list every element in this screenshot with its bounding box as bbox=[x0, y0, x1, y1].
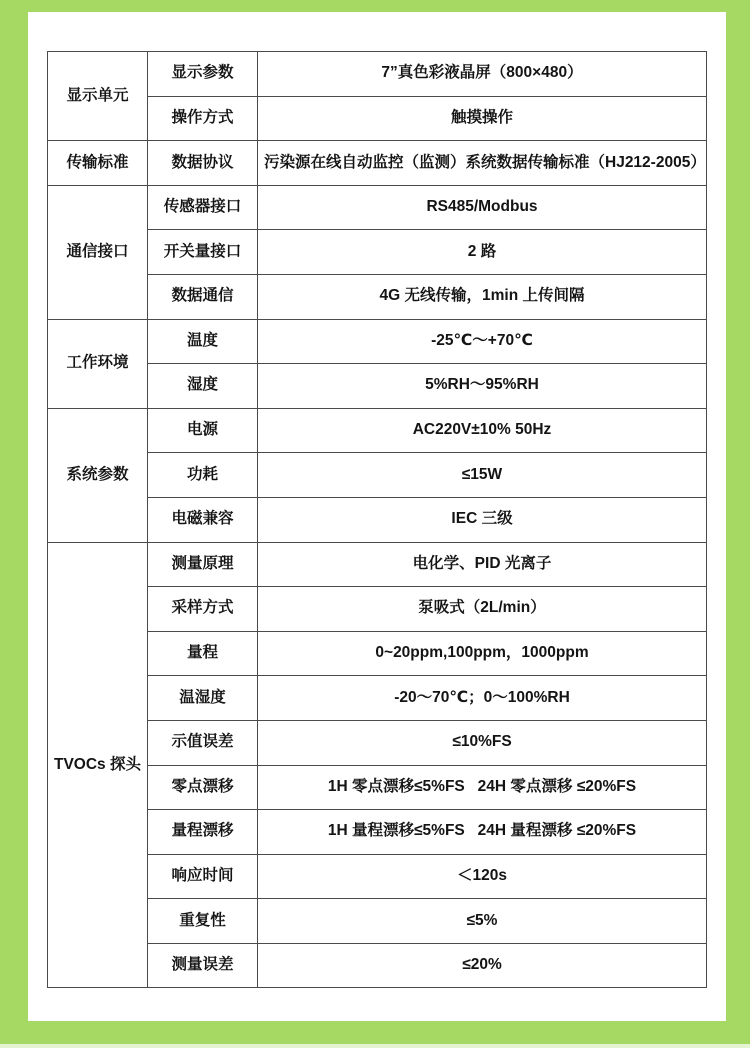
value-cell: 1H 零点漂移≤5%FS 24H 零点漂移 ≤20%FS bbox=[258, 765, 707, 810]
param-cell: 温度 bbox=[148, 319, 258, 364]
param-cell: 温湿度 bbox=[148, 676, 258, 721]
param-cell: 数据协议 bbox=[148, 141, 258, 186]
param-cell: 电源 bbox=[148, 408, 258, 453]
spec-sheet-card bbox=[28, 12, 726, 1021]
category-cell: 系统参数 bbox=[48, 408, 148, 542]
param-cell: 量程漂移 bbox=[148, 810, 258, 855]
value-cell: ≤20% bbox=[258, 943, 707, 988]
value-cell: 泵吸式（2L/min） bbox=[258, 587, 707, 632]
value-cell: 4G 无线传输，1min 上传间隔 bbox=[258, 274, 707, 319]
category-cell: 传输标准 bbox=[48, 141, 148, 186]
table-row bbox=[48, 52, 707, 97]
param-cell: 操作方式 bbox=[148, 96, 258, 141]
category-cell: 通信接口 bbox=[48, 185, 148, 319]
category-cell: TVOCs 探头 bbox=[48, 542, 148, 988]
table-row bbox=[48, 542, 707, 587]
value-cell: 0~20ppm,100ppm，1000ppm bbox=[258, 631, 707, 676]
param-cell: 示值误差 bbox=[148, 720, 258, 765]
value-cell: ≤5% bbox=[258, 899, 707, 944]
value-cell: ≤10%FS bbox=[258, 720, 707, 765]
param-cell: 量程 bbox=[148, 631, 258, 676]
value-cell: RS485/Modbus bbox=[258, 185, 707, 230]
value-cell: 5%RH～95%RH bbox=[258, 364, 707, 409]
param-cell: 测量原理 bbox=[148, 542, 258, 587]
param-cell: 采样方式 bbox=[148, 587, 258, 632]
param-cell: 响应时间 bbox=[148, 854, 258, 899]
category-cell: 工作环境 bbox=[48, 319, 148, 408]
value-cell: 触摸操作 bbox=[258, 96, 707, 141]
param-cell: 显示参数 bbox=[148, 52, 258, 97]
value-cell: 2 路 bbox=[258, 230, 707, 275]
value-cell: -20～70℃；0～100%RH bbox=[258, 676, 707, 721]
param-cell: 开关量接口 bbox=[148, 230, 258, 275]
param-cell: 零点漂移 bbox=[148, 765, 258, 810]
table-row bbox=[48, 319, 707, 364]
category-cell: 显示单元 bbox=[48, 52, 148, 141]
next-page-edge bbox=[0, 1044, 750, 1048]
value-cell: -25℃～+70℃ bbox=[258, 319, 707, 364]
spec-table bbox=[47, 51, 707, 988]
param-cell: 重复性 bbox=[148, 899, 258, 944]
value-cell: 电化学、PID 光离子 bbox=[258, 542, 707, 587]
param-cell: 功耗 bbox=[148, 453, 258, 498]
value-cell: 1H 量程漂移≤5%FS 24H 量程漂移 ≤20%FS bbox=[258, 810, 707, 855]
value-cell: ＜120s bbox=[258, 854, 707, 899]
value-cell: AC220V±10% 50Hz bbox=[258, 408, 707, 453]
value-cell: 污染源在线自动监控（监测）系统数据传输标准（HJ212-2005） bbox=[258, 141, 707, 186]
param-cell: 数据通信 bbox=[148, 274, 258, 319]
value-cell: IEC 三级 bbox=[258, 497, 707, 542]
param-cell: 电磁兼容 bbox=[148, 497, 258, 542]
table-row bbox=[48, 408, 707, 453]
param-cell: 湿度 bbox=[148, 364, 258, 409]
value-cell: 7”真色彩液晶屏（800×480） bbox=[258, 52, 707, 97]
table-row bbox=[48, 141, 707, 186]
param-cell: 传感器接口 bbox=[148, 185, 258, 230]
param-cell: 测量误差 bbox=[148, 943, 258, 988]
table-row bbox=[48, 185, 707, 230]
value-cell: ≤15W bbox=[258, 453, 707, 498]
